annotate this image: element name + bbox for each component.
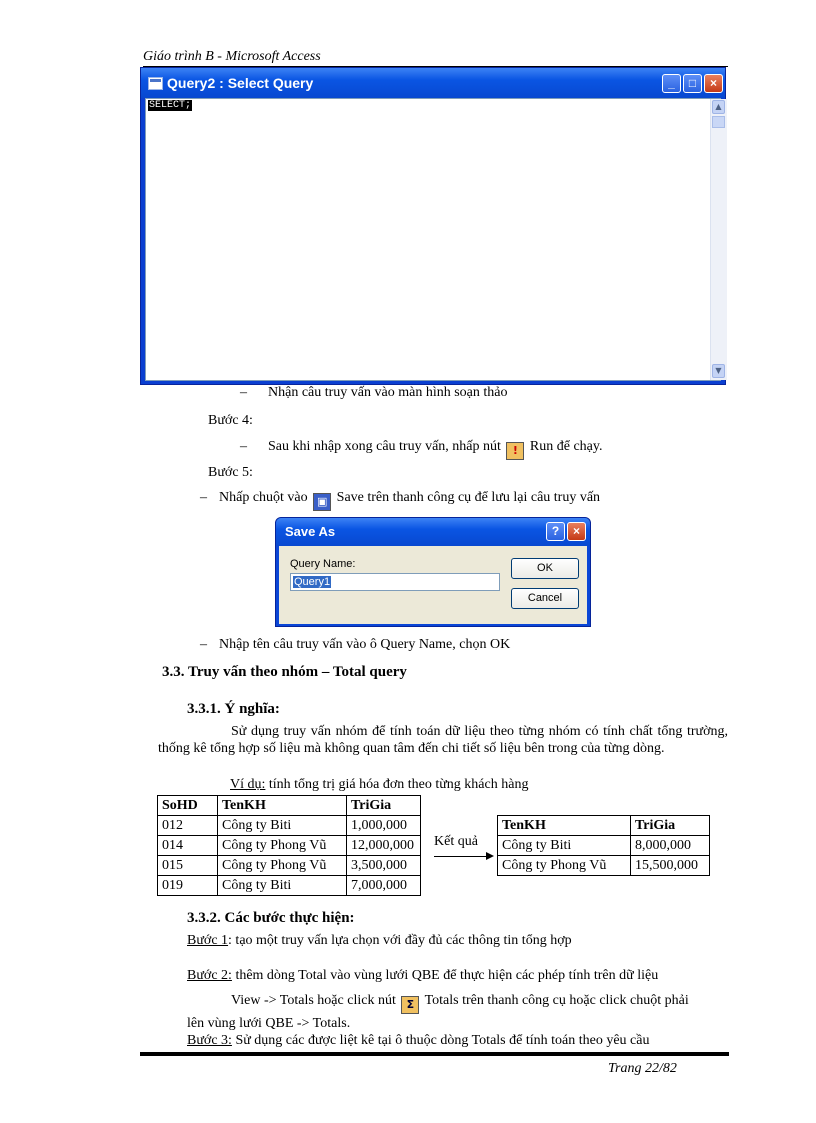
result-label: Kết quả [434,834,478,849]
section-heading-3-3-1: 3.3.1. Ý nghĩa: [187,701,280,717]
scroll-thumb[interactable] [712,116,725,128]
after-dialog-text: Nhập tên câu truy vấn vào ô Query Name, chọn OK [219,637,511,652]
step2-label: Bước 2: [187,968,232,983]
table-row [158,856,421,876]
step-line-3-text-a: Nhấp chuột vào [219,490,308,505]
step2-detail-b: Totals trên thanh công cụ hoặc click chuột phải [424,993,689,1008]
bullet-dash: – [240,385,247,400]
table-row [498,836,710,856]
section-heading-3-3-2: 3.3.2. Các bước thực hiện: [187,910,355,926]
run-icon: ! [506,442,524,460]
page-header: Giáo trình B - Microsoft Access [143,49,321,64]
step-line-3 [219,490,600,511]
table-cell: 12,000,000 [347,836,421,856]
table-cell: 8,000,000 [631,836,710,856]
table-cell: 014 [158,836,218,856]
table-row [158,836,421,856]
bullet-dash: – [200,490,207,505]
table-cell: 015 [158,856,218,876]
table-cell: 019 [158,876,218,896]
example-text: tính tổng trị giá hóa đơn theo từng khách hàng [265,777,529,792]
step2-text: thêm dòng Total vào vùng lưới QBE để thực hiện các phép tính trên dữ liệu [231,968,659,983]
ok-button[interactable]: OK [511,558,579,579]
bullet-dash: – [200,637,207,652]
column-header: TriGia [347,796,421,816]
save-as-dialog [275,517,591,627]
column-header: TriGia [631,816,710,836]
footer-divider [140,1052,729,1056]
step1-label: Bước 1 [187,933,229,948]
table-cell: 3,500,000 [347,856,421,876]
minimize-button[interactable]: _ [662,74,681,93]
bullet-dash: – [240,439,247,454]
step-line-2 [268,439,602,460]
table-cell: 012 [158,816,218,836]
table-cell: 1,000,000 [347,816,421,836]
table-row [158,876,421,896]
example-label: Ví dụ: [230,777,266,792]
step3-text: Sử dụng các được liệt kê tại ô thuộc dòng Totals để tính toán theo yêu cầu [231,1033,650,1048]
table-cell: Công ty Biti [218,816,347,836]
column-header: TenKH [498,816,631,836]
sql-editor[interactable] [145,98,721,381]
meaning-paragraph: Sử dụng truy vấn nhóm để tính toán dữ liệu theo từng nhóm có tính chất tổng trường, thống kê tổng hợp số liệu mà không quan tâm đến chi tiết số liệu bên trong của từng dòng. [158,724,728,756]
column-header: TenKH [218,796,347,816]
step2-line [187,968,658,984]
step5-label: Bước 5: [208,465,253,480]
query-window [140,67,726,385]
step3-line [187,1033,649,1049]
cancel-button[interactable]: Cancel [511,588,579,609]
save-icon: ▣ [313,493,331,511]
save-as-title: Save As [285,524,336,539]
step-line-3-text-b: Save trên thanh công cụ để lưu lại câu truy vấn [336,490,601,505]
scroll-up-icon[interactable]: ▲ [712,100,725,114]
step2-detail-c: lên vùng lưới QBE -> Totals. [187,1016,351,1031]
step3-label: Bước 3: [187,1033,232,1048]
table-cell: Công ty Biti [218,876,347,896]
result-arrow [434,856,489,857]
table-header-row [498,816,710,836]
step2-detail-a: View -> Totals hoặc click nút [231,993,396,1008]
sigma-icon: Σ [401,996,419,1014]
query-name-value: Query1 [294,576,331,588]
query-name-label: Query Name: [290,558,356,570]
dialog-close-button[interactable]: × [567,522,586,541]
column-header: SoHD [158,796,218,816]
step1-line [187,933,572,949]
query-name-input[interactable] [290,573,500,591]
table-cell: 15,500,000 [631,856,710,876]
save-as-body [279,546,587,624]
query-window-title: Query2 : Select Query [167,75,314,91]
help-button[interactable]: ? [546,522,565,541]
maximize-button[interactable]: □ [683,74,702,93]
step4-label: Bước 4: [208,413,253,428]
step-line-1: Nhận câu truy vấn vào màn hình soạn thảo [268,385,508,400]
table-header-row [158,796,421,816]
table-cell: Công ty Phong Vũ [218,856,347,876]
step-line-2-text-b: Run để chạy. [529,439,603,454]
query-window-icon [148,77,163,90]
step-line-2-text-a: Sau khi nhập xong câu truy vấn, nhấp nút [268,439,501,454]
table-cell: Công ty Phong Vũ [218,836,347,856]
scroll-down-icon[interactable]: ▼ [712,364,725,378]
table-cell: 7,000,000 [347,876,421,896]
step1-text: : tạo một truy vấn lựa chọn với đầy đủ các thông tin tổng hợp [228,933,572,948]
section-heading-3-3: 3.3. Truy vấn theo nhóm – Total query [162,664,407,680]
result-table [497,815,710,876]
sql-text: SELECT; [149,100,192,111]
example-line [230,777,528,793]
table-row [498,856,710,876]
step2-detail-line [231,993,689,1014]
page-number: Trang 22/82 [608,1061,677,1076]
arrow-right-icon [486,852,494,860]
table-cell: Công ty Biti [498,836,631,856]
vertical-scrollbar[interactable] [710,99,727,380]
table-cell: Công ty Phong Vũ [498,856,631,876]
query-window-titlebar [141,68,725,98]
save-as-titlebar [276,518,590,546]
close-button[interactable]: × [704,74,723,93]
table-row [158,816,421,836]
invoice-table [157,795,421,896]
